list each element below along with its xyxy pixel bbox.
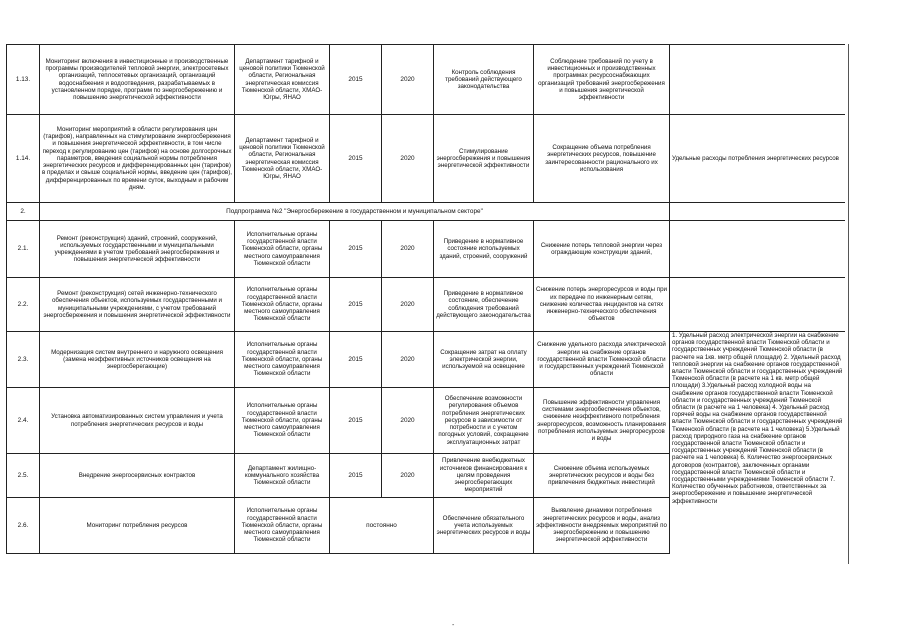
start-year: 2015 [330, 115, 382, 203]
section-indicator-empty [670, 203, 845, 221]
effect: Снижение потерь тепловой энергии через ограждающие конструкции зданий, [534, 221, 670, 278]
measure-name: Установка автоматизированных систем управления и учета потребления энергетических ресурсов и воды [40, 388, 235, 454]
expected-result: Стимулирование энергосбережения и повышения энергетической эффективности [434, 115, 534, 203]
row-number: 2.1. [7, 221, 40, 278]
table-row [7, 278, 845, 332]
indicator: Удельные расходы потребления энергетических ресурсов [670, 115, 845, 203]
measure-name: Мониторинг включения в инвестиционные и производственные программы производителей тепловой энергии, электросетевых организаций, теплосетевых организаций, организаций водоснабжения и водоотведения, разрабатываемых в установленном порядке, программ по энергосбережению и повышению энергетической эффективности [40, 45, 235, 115]
program-table [6, 44, 845, 554]
row-number: 2.6. [7, 498, 40, 554]
executor: Исполнительные органы государственной власти Тюменской области, органы местного самоуправления Тюменской области [235, 332, 330, 388]
indicator-empty [670, 278, 845, 332]
start-year: 2015 [330, 278, 382, 332]
period: постоянно [330, 498, 434, 554]
expected-result: Привлечение внебюджетных источников финансирования к целям проведения энергосберегающих мероприятий [434, 454, 534, 498]
effect: Повышение эффективности управления системами энергообеспечения объектов, снижение неэффективного потребления энергоресурсов, возможность планирования потребления используемых энергоресурсов и воды [534, 388, 670, 454]
expected-result: Приведение в нормативное состояние используемых зданий, строений, сооружений [434, 221, 534, 278]
row-number: 1.13. [7, 45, 40, 115]
effect: Снижение потерь энергоресурсов и воды при их передаче по инженерным сетям, снижение количества инцидентов на сетях инженерно-технического обеспечения объектов [534, 278, 670, 332]
end-year: 2020 [382, 332, 434, 388]
row-number: 1.14. [7, 115, 40, 203]
expected-result: Обеспечение возможности регулирования объемов потребления энергетических ресурсов в зависимости от потребности и с учетом погодных условий, сокращение эксплуатационных затрат [434, 388, 534, 454]
measure-name: Мониторинг потребления ресурсов [40, 498, 235, 554]
indicator-empty [670, 221, 845, 278]
measure-name: Мониторинг мероприятий в области регулирования цен (тарифов), направленных на стимулирование энергосбережения и повышения энергетической эффективности, в том числе переход к регулированию цен (тарифов) на основе долгосрочных параметров, введения социальной нормы потребления энергетических ресурсов и дифференцированных цен (тарифов) в пределах и свыше социальной нормы, введение цен (тарифов), дифференцированных по времени суток, выходным и рабочим дням. [40, 115, 235, 203]
expected-result: Контроль соблюдения требований действующего законодательства [434, 45, 534, 115]
expected-result: Обеспечение обязательного учета используемых энергетических ресурсов и воды [434, 498, 534, 554]
end-year: 2020 [382, 454, 434, 498]
row-number: 2.2. [7, 278, 40, 332]
effect: Снижение удельного расхода электрической энергии на снабжение органов государственной власти Тюменской области и государственных учреждений Тюменской области [534, 332, 670, 388]
right-margin-rule [848, 44, 849, 564]
start-year: 2015 [330, 454, 382, 498]
executor: Исполнительные органы государственной власти Тюменской области, органы местного самоуправления Тюменской области [235, 221, 330, 278]
executor: Департамент жилищно-коммунального хозяйства Тюменской области [235, 454, 330, 498]
start-year: 2015 [330, 388, 382, 454]
indicator [670, 45, 845, 115]
end-year: 2020 [382, 388, 434, 454]
start-year: 2015 [330, 221, 382, 278]
measure-name: Модернизация систем внутреннего и наружного освещения (замена неэффективных источников освещения на энергосберегающие) [40, 332, 235, 388]
effect: Выявление динамики потребления энергетических ресурсов и воды, анализ эффективности внедряемых мероприятий по энергосбережению и повышению энергетической эффективности [534, 498, 670, 554]
effect: Снижение объема используемых энергетических ресурсов и воды без привлечения бюджетных инвестиций [534, 454, 670, 498]
measure-name: Ремонт (реконструкция) зданий, строений, сооружений, используемых государственными и муниципальными учреждениями в учетом требований энергосбережения и повышения энергетической эффективности [40, 221, 235, 278]
section-number: 2. [7, 203, 40, 221]
page-footer-mark: - [452, 622, 455, 629]
measure-name: Внедрение энергосервисных контрактов [40, 454, 235, 498]
executor: Исполнительные органы государственной власти Тюменской области, органы местного самоуправления Тюменской области [235, 498, 330, 554]
section-title: Подпрограмма №2 "Энергосбережение в государственном и муниципальном секторе" [40, 203, 670, 221]
row-number: 2.5. [7, 454, 40, 498]
start-year: 2015 [330, 45, 382, 115]
indicator-list: 1. Удельный расход электрической энергии на снабжение органов государственной власти Тюменской области и государственных учреждений Тюменской области (в расчете на 1кв. метр общей площади) 2. Удельный расход тепловой энергии на снабжение органов государственной власти Тюменской области и государственных учреждений Тюменской области (в расчете на 1 кв. метр общей площади) 3.Удельный расход холодной воды на снабжение органов государственной власти Тюменской области и государственных учреждений Тюменской области (в расчете на 1 человека) 4. Удельный расход горячей воды на снабжение органов государственной власти Тюменской области и государственных учреждений Тюменской области (в расчете на 1 человека) 5.Удельный расход природного газа на снабжение органов государственной власти Тюменской области и государственных учреждений Тюменской области (в расчете на 1 человека) 6. Количество энергосервисных договоров (контрактов), заключенных органами государственной власти Тюменской области и государственными учреждениями Тюменской области 7. Количество обученных работников, ответственных за энергосбережение и повышение энергетической эффективности [670, 332, 845, 554]
section-row [7, 203, 845, 221]
table-row [7, 45, 845, 115]
end-year: 2020 [382, 221, 434, 278]
row-number: 2.4. [7, 388, 40, 454]
executor: Департамент тарифной и ценовой политики Тюменской области, Региональная энергетическая комиссия Тюменской области, ХМАО-Югры, ЯНАО [235, 115, 330, 203]
end-year: 2020 [382, 115, 434, 203]
effect: Соблюдение требований по учету в инвестиционных и производственных программах ресурсоснабжающих организаций требований энергосбережения и повышения энергетической эффективности [534, 45, 670, 115]
table-row [7, 115, 845, 203]
executor: Исполнительные органы государственной власти Тюменской области, органы местного самоуправления Тюменской области [235, 278, 330, 332]
measure-name: Ремонт (реконструкция) сетей инженерно-технического обеспечения объектов, используемых государственными и муниципальными учреждениями, с учетом требований энергосбережения и повышения энергетической эффективности [40, 278, 235, 332]
start-year: 2015 [330, 332, 382, 388]
end-year: 2020 [382, 45, 434, 115]
table-row [7, 221, 845, 278]
executor: Исполнительные органы государственной власти Тюменской области, органы местного самоуправления Тюменской области [235, 388, 330, 454]
effect: Сокращение объема потребления энергетических ресурсов, повышение заинтересованности рационального их использования [534, 115, 670, 203]
executor: Департамент тарифной и ценовой политики Тюменской области, Региональная энергетическая комиссия Тюменской области, ХМАО-Югры, ЯНАО [235, 45, 330, 115]
table-row [7, 332, 845, 388]
expected-result: Сокращение затрат на оплату электрической энергии, используемой на освещение [434, 332, 534, 388]
row-number: 2.3. [7, 332, 40, 388]
end-year: 2020 [382, 278, 434, 332]
expected-result: Приведение в нормативное состояние, обеспечение соблюдения требований действующего законодательства [434, 278, 534, 332]
